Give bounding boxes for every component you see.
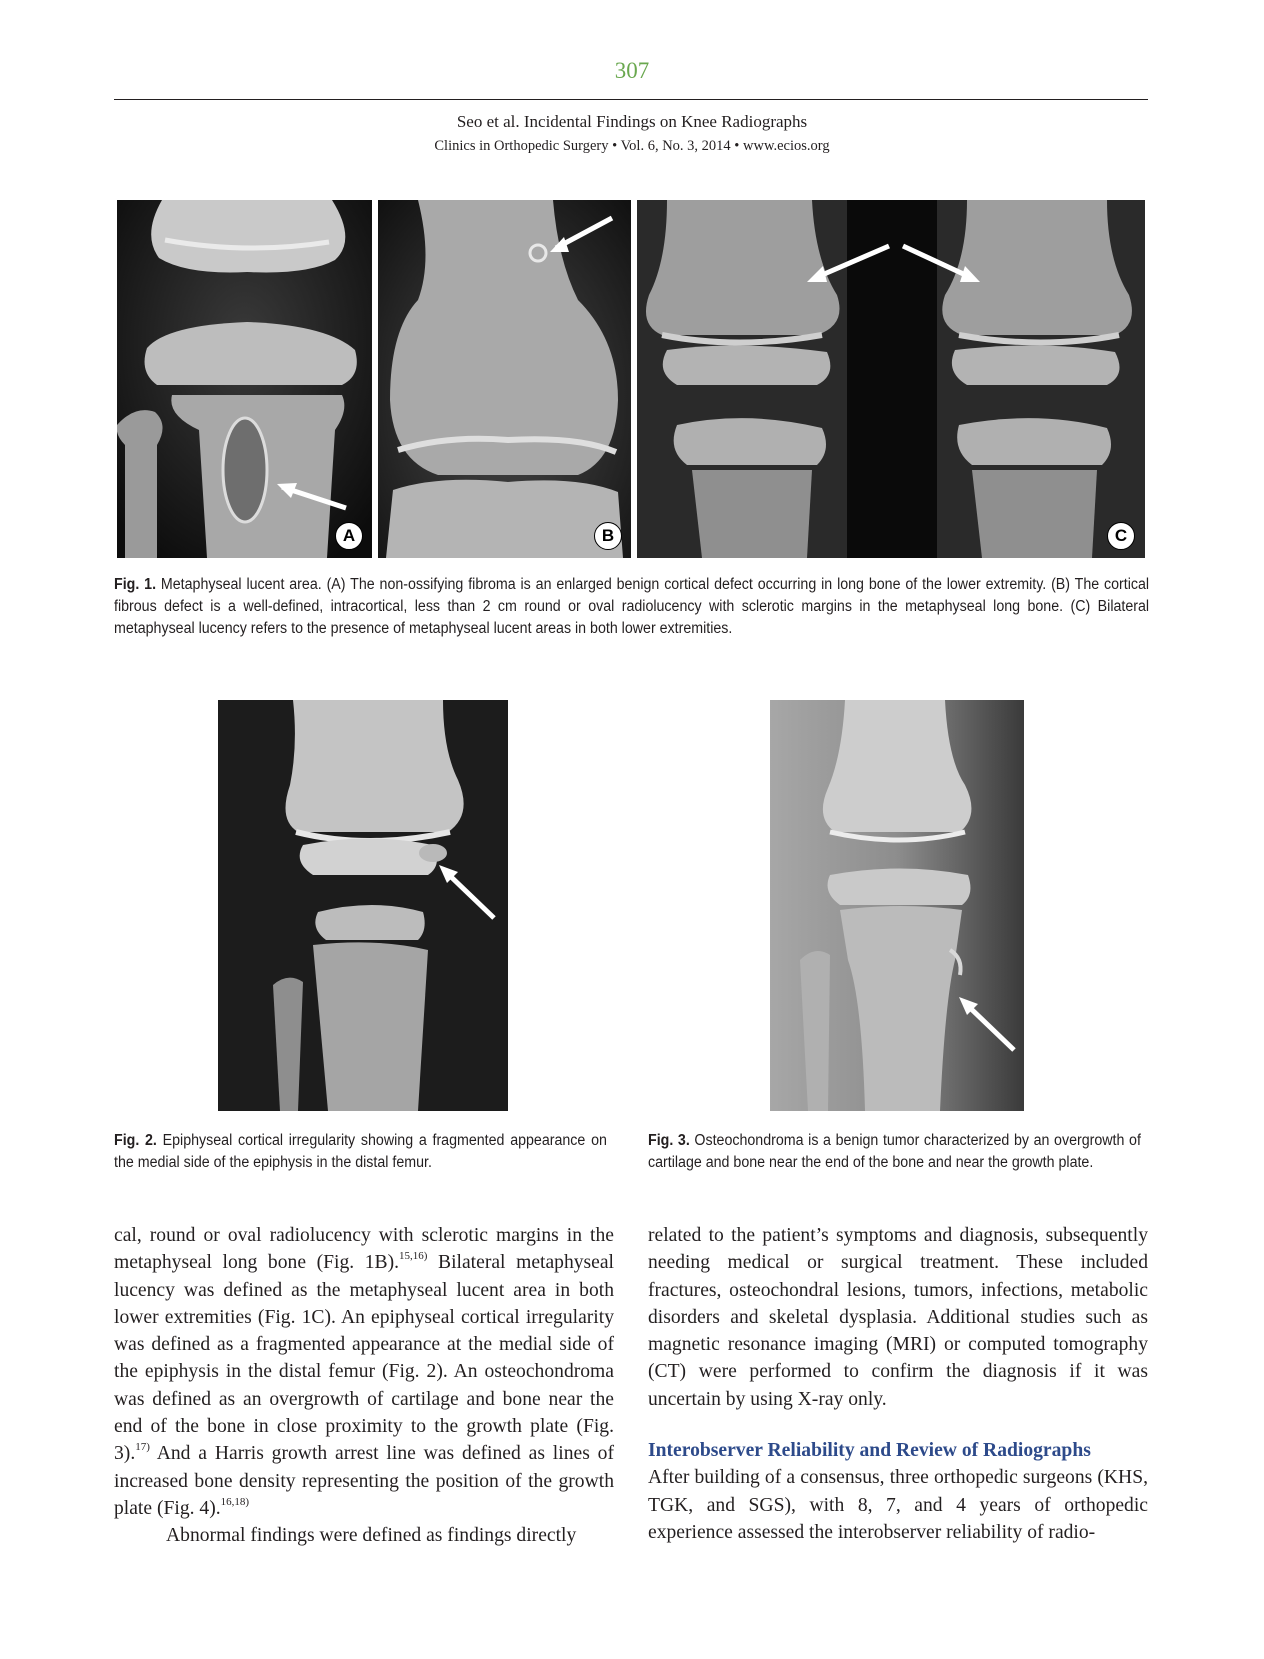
left-p1-text-c: And a Harris growth arrest line was defined as lines of increased bone density representing the position of the growth plate (Fig. 4).: [114, 1443, 614, 1519]
journal-line: Clinics in Orthopedic Surgery • Vol. 6, No. 3, 2014 • www.ecios.org: [434, 138, 830, 154]
figure1-panel-c: [637, 200, 1145, 558]
knee-radiograph-c: [637, 200, 1145, 558]
figure3-image: [770, 700, 1024, 1111]
figure2-image: [218, 700, 508, 1111]
header-rule: [114, 99, 1148, 100]
figure3-caption-text: Osteochondroma is a benign tumor characterized by an overgrowth of cartilage and bone near the end of the bone and near the growth plate.: [648, 1132, 1141, 1171]
citation-ref-15-16: 15,16): [399, 1250, 428, 1263]
page-number: 307: [614, 58, 650, 83]
knee-radiograph-a: [117, 200, 372, 558]
left-paragraph-2: Abnormal findings were defined as findings directly: [166, 1525, 577, 1547]
knee-radiograph-fig3: [770, 700, 1024, 1111]
left-p1-text-b: Bilateral metaphyseal lucency was defined as the metaphyseal lucent area in both lower extremities (Fig. 1C). An epiphyseal cortical irregularity was defined as a fragmented appearance at the medial side of the epiphysis in the distal femur (Fig. 2). An osteochondroma was defined as an overgrowth of cartilage and bone near the end of the bone in close proximity to the growth plate (Fig. 3).: [114, 1252, 615, 1465]
left-p1-text-a: cal, round or oval radiolucency with sclerotic margins in the metaphyseal long bone (Fig. 1B).: [114, 1225, 614, 1274]
figure2-caption-text: Epiphyseal cortical irregularity showing a fragmented appearance on the medial side of the epiphysis in the distal femur.: [114, 1132, 607, 1171]
right-paragraph-1: related to the patient’s symptoms and diagnosis, subsequently needing medical or surgical treatment. These included fractures, osteochondral lesions, tumors, infections, metabolic disorders and skeletal dysplasia. Additional studies such as magnetic resonance imaging (MRI) or computed tomography (CT) were performed to confirm the diagnosis if it was uncertain by using X-ray only.: [648, 1225, 1148, 1410]
figure1-panel-a: [117, 200, 372, 558]
citation-ref-17: 17): [135, 1441, 150, 1454]
figure3-caption-label: Fig. 3.: [648, 1132, 690, 1149]
figure1-caption-text: Metaphyseal lucent area. (A) The non-ossifying fibroma is an enlarged benign cortical defect occurring in long bone of the lower extremity. (B) The cortical fibrous defect is a well-defined, intracortical, less than 2 cm round or oval radiolucency with sclerotic margins in the metaphyseal long bone. (C) Bilateral metaphyseal lucency refers to the presence of metaphyseal lucent areas in both lower extremities.: [114, 576, 1150, 637]
knee-radiograph-b: [378, 200, 631, 558]
figure1-caption-label: Fig. 1.: [114, 576, 157, 593]
panel-label-b: B: [594, 522, 622, 550]
right-column: [648, 1222, 1148, 1546]
figure3-caption: [648, 1130, 1141, 1174]
running-title: Seo et al. Incidental Findings on Knee Radiographs: [456, 112, 808, 131]
figure2-caption-label: Fig. 2.: [114, 1132, 157, 1149]
knee-radiograph-fig2: [218, 700, 508, 1111]
left-paragraph-1: [114, 1222, 614, 1522]
figure1-caption: [114, 574, 1149, 640]
panel-label-c: C: [1107, 522, 1135, 550]
left-column: [114, 1222, 614, 1550]
panel-label-a: A: [335, 522, 363, 550]
figure1-panel-b: [378, 200, 631, 558]
citation-ref-16-18: 16,18): [220, 1495, 250, 1508]
section-heading: Interobserver Reliability and Review of Radiographs: [648, 1440, 1091, 1462]
figure2-caption: [114, 1130, 607, 1174]
right-paragraph-2: After building of a consensus, three orthopedic surgeons (KHS, TGK, and SGS), with 8, 7, and 4 years of orthopedic experience assessed the interobserver reliability of radio-: [648, 1467, 1148, 1543]
